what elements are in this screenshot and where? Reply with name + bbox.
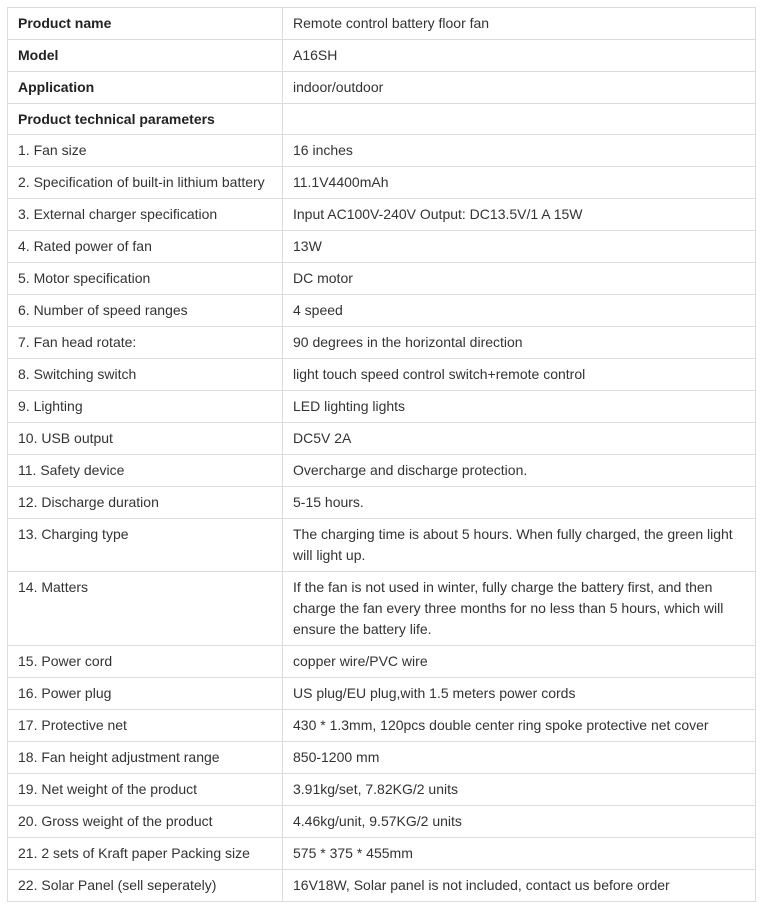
row-label: 5. Motor specification [8,263,283,295]
row-value: 4.46kg/unit, 9.57KG/2 units [283,806,756,838]
table-row [8,646,756,678]
table-row [8,487,756,519]
row-value: indoor/outdoor [283,72,756,104]
table-row [8,199,756,231]
row-value: 3.91kg/set, 7.82KG/2 units [283,774,756,806]
row-label: 11. Safety device [8,455,283,487]
row-label: 2. Specification of built-in lithium battery [8,167,283,199]
row-value: If the fan is not used in winter, fully charge the battery first, and then charge the fan every three months for no less than 5 hours, which will ensure the battery life. [283,572,756,646]
table-row [8,572,756,646]
row-label: 3. External charger specification [8,199,283,231]
row-value: 16V18W, Solar panel is not included, contact us before order [283,870,756,902]
row-value: LED lighting lights [283,391,756,423]
row-label: 16. Power plug [8,678,283,710]
row-label: Model [8,40,283,72]
row-value: 16 inches [283,135,756,167]
table-row [8,742,756,774]
row-label: 6. Number of speed ranges [8,295,283,327]
row-value: 4 speed [283,295,756,327]
row-label: 1. Fan size [8,135,283,167]
row-value: Overcharge and discharge protection. [283,455,756,487]
row-value: Input AC100V-240V Output: DC13.5V/1 A 15W [283,199,756,231]
table-row [8,806,756,838]
row-value: 11.1V4400mAh [283,167,756,199]
row-value: A16SH [283,40,756,72]
row-value [283,104,756,135]
table-row [8,327,756,359]
table-row [8,455,756,487]
row-label: 8. Switching switch [8,359,283,391]
table-row-model [8,40,756,72]
table-row [8,167,756,199]
row-label: 22. Solar Panel (sell seperately) [8,870,283,902]
row-label: 17. Protective net [8,710,283,742]
row-label: 14. Matters [8,572,283,646]
row-value: 90 degrees in the horizontal direction [283,327,756,359]
row-value: Remote control battery floor fan [283,8,756,40]
row-value: 850-1200 mm [283,742,756,774]
table-row [8,710,756,742]
row-label: 15. Power cord [8,646,283,678]
row-label: 18. Fan height adjustment range [8,742,283,774]
row-value: 430 * 1.3mm, 120pcs double center ring spoke protective net cover [283,710,756,742]
row-label: Product technical parameters [8,104,283,135]
row-value: DC5V 2A [283,423,756,455]
table-row [8,135,756,167]
table-row [8,263,756,295]
row-value: 5-15 hours. [283,487,756,519]
table-row [8,870,756,902]
row-value: 575 * 375 * 455mm [283,838,756,870]
row-label: Product name [8,8,283,40]
table-row-application [8,72,756,104]
row-value: US plug/EU plug,with 1.5 meters power cords [283,678,756,710]
table-row [8,774,756,806]
product-spec-table [7,7,756,902]
row-label: 19. Net weight of the product [8,774,283,806]
table-row-technical-parameters [8,104,756,135]
row-label: 13. Charging type [8,519,283,572]
row-label: 20. Gross weight of the product [8,806,283,838]
row-value: DC motor [283,263,756,295]
row-label: 10. USB output [8,423,283,455]
table-row [8,519,756,572]
row-label: 4. Rated power of fan [8,231,283,263]
table-row [8,678,756,710]
row-value: 13W [283,231,756,263]
row-label: 12. Discharge duration [8,487,283,519]
table-row [8,359,756,391]
table-row [8,231,756,263]
table-row [8,423,756,455]
row-label: 21. 2 sets of Kraft paper Packing size [8,838,283,870]
table-row [8,295,756,327]
row-value: light touch speed control switch+remote control [283,359,756,391]
table-row [8,838,756,870]
row-label: 7. Fan head rotate: [8,327,283,359]
table-row-product-name [8,8,756,40]
row-label: 9. Lighting [8,391,283,423]
row-label: Application [8,72,283,104]
row-value: The charging time is about 5 hours. When fully charged, the green light will light up. [283,519,756,572]
row-value: copper wire/PVC wire [283,646,756,678]
table-row [8,391,756,423]
